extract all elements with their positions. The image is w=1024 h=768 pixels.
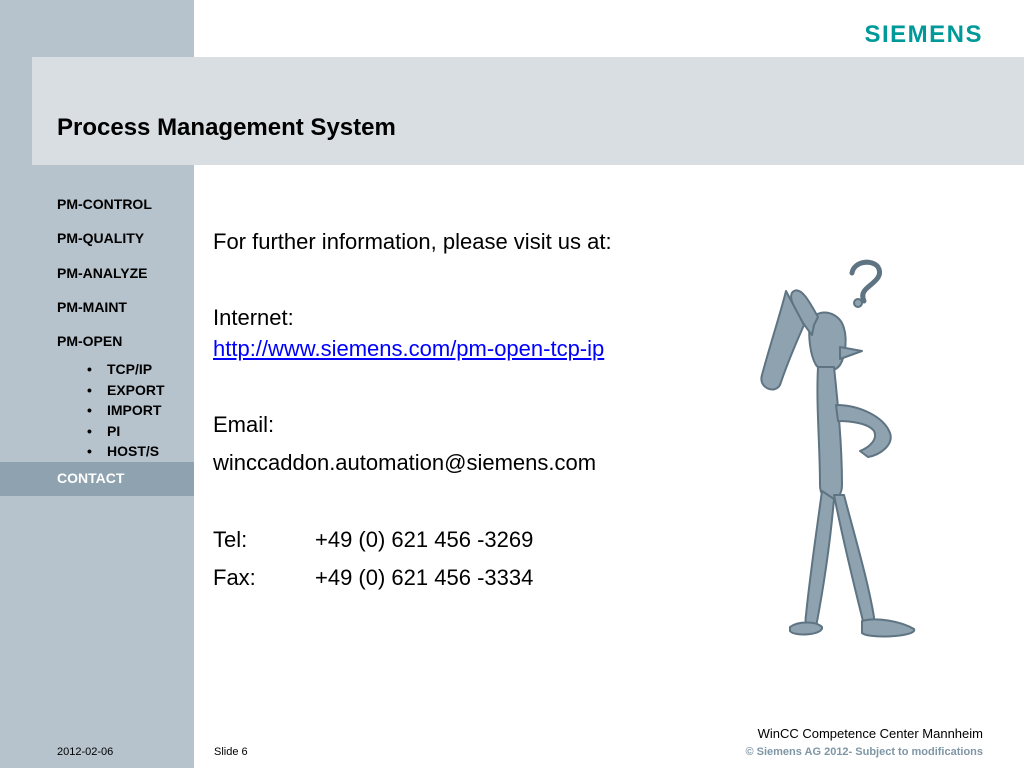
left-foot [790,623,822,635]
subnav-item-import[interactable]: • IMPORT [87,400,165,421]
nav-item-contact-label[interactable]: CONTACT [57,470,125,486]
subnav-item-tcp-ip[interactable]: • TCP/IP [87,359,165,380]
tel-row [213,527,533,553]
nav-item-pm-control[interactable]: PM-CONTROL [57,196,152,212]
question-mark-icon [852,262,880,301]
intro-text: For further information, please visit us at: [213,229,612,254]
thinking-man-illustration [750,255,930,650]
subnav-item-export[interactable]: • EXPORT [87,380,165,401]
footer-slide-number: Slide 6 [214,746,248,758]
left-leg [806,491,834,630]
nav-item-pm-quality[interactable]: PM-QUALITY [57,230,145,246]
internet-link[interactable]: http://www.siemens.com/pm-open-tcp-ip [213,336,605,361]
fax-number: +49 (0) 621 456 -3334 [315,565,534,590]
right-leg [834,495,874,625]
subnav-item-host-s[interactable]: • HOST/S [87,441,165,462]
footer-date: 2012-02-06 [57,746,114,758]
email-address[interactable]: winccaddon.automation@siemens.com [213,450,597,475]
pm-open-subnav [87,359,165,462]
torso [817,367,842,500]
right-foot [862,619,914,636]
tel-number: +49 (0) 621 456 -3269 [315,527,534,552]
title-band [32,57,1024,165]
footer-organization: WinCC Competence Center Mannheim [757,726,983,741]
email-label: Email: [213,412,275,437]
nav-item-pm-open[interactable]: PM-OPEN [57,333,123,349]
subnav-item-pi[interactable]: • PI [87,421,165,442]
fax-label: Fax: [213,565,256,590]
tel-label: Tel: [213,527,248,552]
nav-item-pm-analyze[interactable]: PM-ANALYZE [57,265,148,281]
siemens-logo: SIEMENS [864,21,983,48]
internet-label: Internet: [213,305,294,330]
fax-row [213,565,533,591]
footer-copyright: © Siemens AG 2012- Subject to modifications [745,746,983,758]
nav-item-pm-maint[interactable]: PM-MAINT [57,299,127,315]
hip-arm [836,405,891,457]
page-title: Process Management System [57,114,396,141]
